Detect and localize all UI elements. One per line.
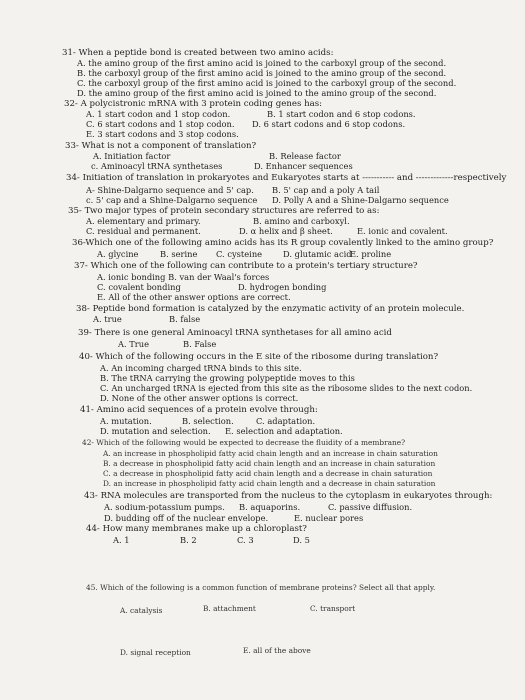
text-line: 37- Which one of the following can contribute to a protein's tertiary structure? xyxy=(74,261,418,271)
text-line: 45. Which of the following is a common function of membrane proteins? Select all that apply. xyxy=(86,583,436,592)
text-line: 36-Which one of the following amino acids has its R group covalently linked to the amino group? xyxy=(72,238,494,248)
text-line: C. covalent bonding xyxy=(97,282,181,292)
text-line: A. glycine xyxy=(97,249,139,259)
text-line: E. proline xyxy=(350,249,392,259)
text-line: E. selection and adaptation. xyxy=(225,426,343,436)
text-line: A. ionic bonding B. van der Waal's forces xyxy=(97,272,270,282)
text-line: 33- What is not a component of translation? xyxy=(65,141,257,151)
text-line: A- Shine-Dalgarno sequence and 5' cap. xyxy=(86,185,254,195)
text-line: B. serine xyxy=(160,249,198,259)
text-line: 38- Peptide bond formation is catalyzed by the enzymatic activity of an protein molecule. xyxy=(76,304,465,314)
text-line: A. An incoming charged tRNA binds to this site. xyxy=(100,363,302,373)
text-line: A. an increase in phospholipid fatty acid chain length and an increase in chain saturation xyxy=(103,449,438,458)
text-line: A. catalysis xyxy=(120,606,163,615)
text-line: B. amino and carboxyl. xyxy=(253,216,350,226)
text-line: 42- Which of the following would be expected to decrease the fluidity of a membrane? xyxy=(82,438,406,447)
text-line: 43- RNA molecules are transported from the nucleus to the cytoplasm in eukaryotes through: xyxy=(84,491,493,501)
text-line: C. cysteine xyxy=(216,249,263,259)
text-line: D. signal reception xyxy=(120,648,191,657)
text-line: B. false xyxy=(169,314,201,324)
text-line: D. an increase in phospholipid fatty acid chain length and a decrease in chain saturation xyxy=(103,479,436,488)
text-line: D. α helix and β sheet. xyxy=(239,226,333,236)
text-line: E. nuclear pores xyxy=(294,513,364,523)
text-line: D. Polly A and a Shine-Dalgarno sequence xyxy=(272,195,449,205)
text-line: 32- A polycistronic mRNA with 3 protein coding genes has: xyxy=(64,99,323,109)
text-line: B. Release factor xyxy=(269,151,341,161)
text-line: B. 1 start codon and 6 stop codons. xyxy=(267,109,416,119)
text-line: E. ionic and covalent. xyxy=(357,226,448,236)
text-line: 41- Amino acid sequences of a protein evolve through: xyxy=(80,405,318,415)
text-line: A. 1 start codon and 1 stop codon. xyxy=(86,109,231,119)
text-line: A. Initiation factor xyxy=(93,151,171,161)
text-line: 35- Two major types of protein secondary structures are referred to as: xyxy=(68,206,380,216)
text-line: C. a decrease in phospholipid fatty acid chain length and a decrease in chain saturation xyxy=(103,469,433,478)
text-line: D. 6 start codons and 6 stop codons. xyxy=(252,119,406,129)
text-line: D. hydrogen bonding xyxy=(238,282,327,292)
text-line: A. 1 xyxy=(113,535,130,545)
text-line: C. residual and permanent. xyxy=(86,226,201,236)
text-line: E. 3 start codons and 3 stop codons. xyxy=(86,129,239,139)
text-line: A. elementary and primary. xyxy=(86,216,201,226)
text-line: A. mutation. xyxy=(100,416,152,426)
text-line: A. sodium-potassium pumps. xyxy=(104,502,225,512)
text-line: E. all of the above xyxy=(243,646,311,655)
text-line: c. Aminoacyl tRNA synthetases xyxy=(91,161,223,171)
text-line: D. glutamic acid xyxy=(283,249,352,259)
text-line: B. 2 xyxy=(180,535,197,545)
text-line: C. passive diffusion. xyxy=(328,502,413,512)
text-line: D. the amino group of the first amino acid is joined to the amino group of the second. xyxy=(77,88,437,98)
text-line: B. selection. xyxy=(182,416,234,426)
text-line: B. False xyxy=(183,339,217,349)
text-line: A. True xyxy=(118,339,150,349)
text-line: B. aquaporins. xyxy=(239,502,301,512)
text-line: B. 5' cap and a poly A tail xyxy=(272,185,380,195)
text-line: C. transport xyxy=(310,604,356,613)
text-line: C. 6 start codons and 1 stop codon. xyxy=(86,119,235,129)
text-line: A. true xyxy=(93,314,122,324)
text-line: D. 5 xyxy=(293,535,310,545)
text-line: A. the amino group of the first amino acid is joined to the carboxyl group of the second. xyxy=(77,58,447,68)
text-line: B. attachment xyxy=(203,604,256,613)
text-line: B. the carboxyl group of the first amino acid is joined to the amino group of the second. xyxy=(77,68,447,78)
text-line: 40- Which of the following occurs in the E site of the ribosome during translation? xyxy=(79,352,439,362)
text-line: C. An uncharged tRNA is ejected from this site as the ribosome slides to the next codon. xyxy=(100,383,473,393)
text-line: E. All of the other answer options are correct. xyxy=(97,292,291,302)
text-line: D. Enhancer sequences xyxy=(254,161,353,171)
text-line: 31- When a peptide bond is created between two amino acids: xyxy=(62,48,334,58)
text-line: 39- There is one general Aminoacyl tRNA synthetases for all amino acid xyxy=(78,328,392,338)
text-line: D. budding off of the nuclear envelope. xyxy=(104,513,269,523)
text-line: D. mutation and selection. xyxy=(100,426,211,436)
text-line: D. None of the other answer options is correct. xyxy=(100,393,299,403)
text-line: B. a decrease in phospholipid fatty acid chain length and an increase in chain saturation xyxy=(103,459,436,468)
text-line: C. adaptation. xyxy=(256,416,316,426)
text-line: 44- How many membranes make up a chloroplast? xyxy=(86,524,307,534)
text-line: c. 5' cap and a Shine-Dalgarno sequence xyxy=(86,195,258,205)
text-line: C. 3 xyxy=(237,535,254,545)
text-line: C. the carboxyl group of the first amino acid is joined to the carboxyl group of the second. xyxy=(77,78,457,88)
text-line: B. The tRNA carrying the growing polypeptide moves to this xyxy=(100,373,355,383)
text-line: 34- Initiation of translation in prokaryotes and Eukaryotes starts at ----------- and -------------respectively xyxy=(66,173,507,183)
